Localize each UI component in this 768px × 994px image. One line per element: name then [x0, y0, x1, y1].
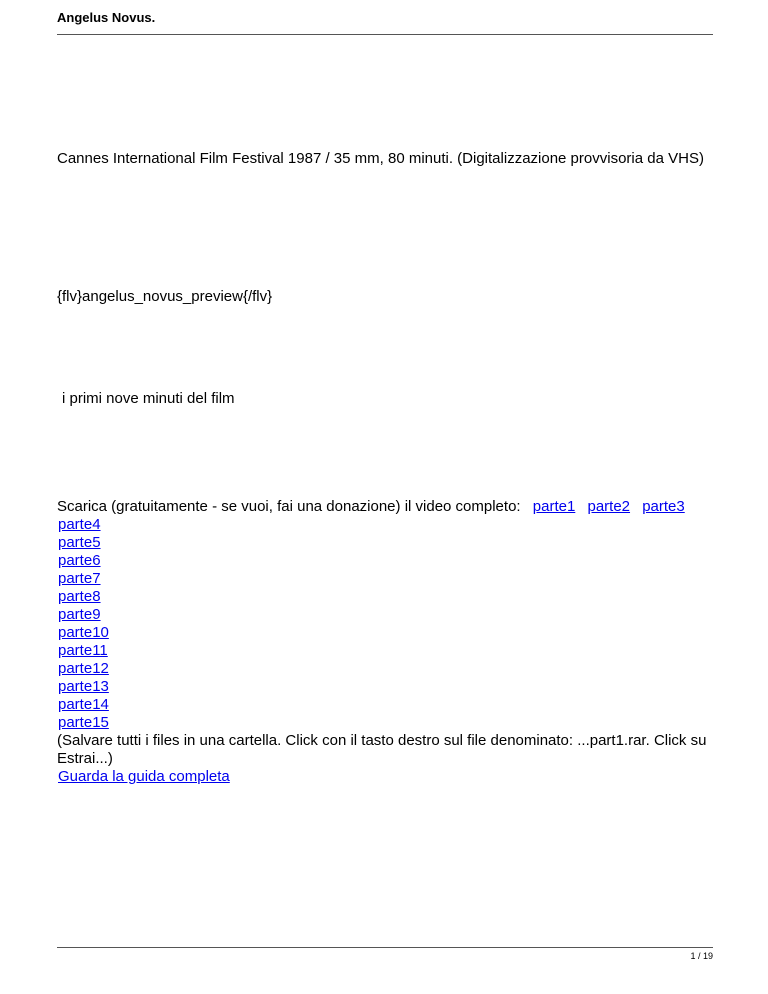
guide-link-row: [57, 768, 717, 786]
flv-embed-tag: {flv}angelus_novus_preview{/flv}: [57, 288, 273, 305]
list-item: [57, 534, 717, 552]
intro-paragraph: Cannes International Film Festival 1987 / 35 mm, 80 minuti. (Digitalizzazione provvisoria da VHS): [57, 150, 704, 167]
list-item: [57, 516, 717, 534]
list-item: [57, 606, 717, 624]
download-link-parte12[interactable]: parte12: [58, 660, 109, 677]
download-link-parte6[interactable]: parte6: [58, 552, 101, 569]
list-item: [57, 552, 717, 570]
header-divider: [57, 34, 713, 35]
list-item: [57, 696, 717, 714]
footer-divider: [57, 947, 713, 948]
download-link-parte1[interactable]: parte1: [532, 498, 576, 515]
download-link-parte8[interactable]: parte8: [58, 588, 101, 605]
extract-instructions: (Salvare tutti i files in una cartella. Click con il tasto destro sul file denominato: ...part1.rar. Click su Estrai...): [57, 732, 707, 767]
download-link-parte5[interactable]: parte5: [58, 534, 101, 551]
download-link-parte15[interactable]: parte15: [58, 714, 109, 731]
download-intro-line: [57, 498, 717, 516]
download-link-parte7[interactable]: parte7: [58, 570, 101, 587]
list-item: [57, 588, 717, 606]
download-link-parte9[interactable]: parte9: [58, 606, 101, 623]
list-item: [57, 678, 717, 696]
download-link-parte10[interactable]: parte10: [58, 624, 109, 641]
list-item: [57, 624, 717, 642]
list-item: [57, 714, 717, 732]
download-link-parte2[interactable]: parte2: [587, 498, 631, 515]
list-item: [57, 570, 717, 588]
header-title: Angelus Novus.: [57, 10, 156, 25]
download-section: [57, 498, 717, 786]
list-item: [57, 642, 717, 660]
download-link-parte4[interactable]: parte4: [58, 516, 101, 533]
download-link-parte3[interactable]: parte3: [642, 498, 685, 515]
download-intro-text: Scarica (gratuitamente - se vuoi, fai una donazione) il video completo:: [57, 498, 521, 515]
preview-caption: i primi nove minuti del film: [62, 390, 235, 407]
download-link-parte13[interactable]: parte13: [58, 678, 109, 695]
list-item: [57, 660, 717, 678]
page-number: 1 / 19: [690, 951, 713, 961]
download-link-parte14[interactable]: parte14: [58, 696, 109, 713]
download-parts-list: [57, 516, 717, 732]
download-link-parte11[interactable]: parte11: [58, 642, 108, 659]
guide-link[interactable]: Guarda la guida completa: [58, 768, 230, 785]
